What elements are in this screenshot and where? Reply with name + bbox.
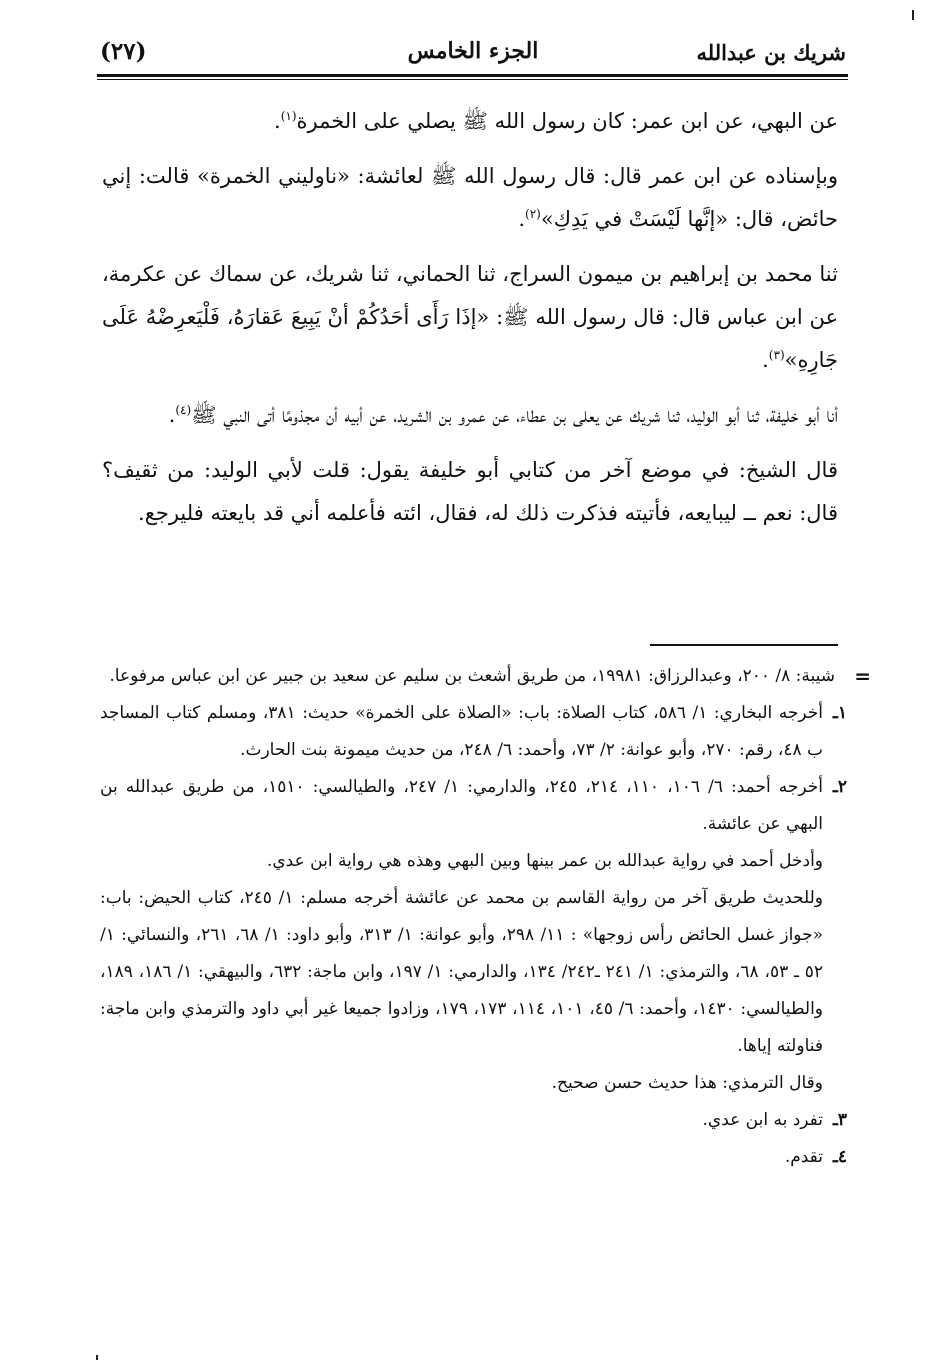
scan-speck [912, 10, 914, 20]
footnote-3 [100, 1102, 845, 1139]
footnote-text: أخرجه أحمد: ٦/ ١٠٦، ١١٠، ٢١٤، ٢٤٥، والدارمي: ١/ ٢٤٧، والطيالسي: ١٥١٠، من طريق عبدالله بن البهي عن عائشة. [100, 777, 824, 834]
paragraph-text: وبإسناده عن ابن عمر قال: قال رسول الله ﷺ لعائشة: «ناوليني الخمرة» قالت: إني حائض، قال: «إنَّها لَيْسَتْ في يَدِكِ» [102, 164, 838, 231]
footnote-text: وقال الترمذي: هذا حديث حسن صحيح. [551, 1073, 823, 1093]
footnote-number: ٢ـ [832, 777, 847, 797]
footnote-continued [100, 658, 871, 695]
paragraph-text: عن البهي، عن ابن عمر: كان رسول الله ﷺ يصلي على الخمرة [296, 109, 838, 133]
footnote-ref: (٣) [768, 348, 785, 362]
footnote-number: ٤ـ [832, 1147, 847, 1167]
paragraph-end: . [274, 109, 281, 133]
paragraph-end: . [168, 403, 176, 427]
running-title: شريك بن عبدالله [696, 40, 846, 65]
header-rule-thin [97, 79, 848, 80]
footnote-text: تقدم. [784, 1147, 823, 1167]
paragraph-end: . [518, 207, 526, 231]
paragraph-text: قال الشيخ: في موضع آخر من كتابي أبو خليفة يقول: قلت لأبي الوليد: من ثقيف؟ قال: نعم ــ ليبايعه، فأتيته فذكرت ذلك له، فقال، ائته فأعلمه أني قد بايعته فليرجع. [102, 458, 838, 525]
footnote-text: شيبة: ٨/ ٢٠٠، وعبدالرزاق: ١٩٩٨١، من طريق أشعث بن سليم عن سعيد بن جبير عن ابن عباس مرفوعا. [109, 666, 835, 686]
paragraph-text: ثنا محمد بن إبراهيم بن ميمون السراج، ثنا الحماني، ثنا شريك، عن سماك عن عكرمة، عن ابن عباس قال: قال رسول الله ﷺ: «إذَا رَأَى أحَدُكُمْ أنْ يَبِيعَ عَقارَهُ، فَلْيَعرِضْهُ عَلَى جَارِهِ» [102, 262, 838, 372]
paragraph-5 [102, 449, 838, 535]
main-text [102, 100, 838, 547]
paragraph-4 [102, 394, 838, 437]
part-title: الجزء الخامس [407, 38, 539, 64]
footnote-number: ١ـ [832, 703, 847, 723]
footnote-2 [100, 769, 845, 1102]
paragraph-2 [102, 155, 838, 241]
footnote-ref: (٤) [175, 403, 192, 417]
footnote-text: أخرجه البخاري: ١/ ٥٨٦، كتاب الصلاة: باب: «الصلاة على الخمرة» حديث: ٣٨١، ومسلم كتاب المساجد ب ٤٨، رقم: ٢٧٠، وأبو عوانة: ٢/ ٧٣، وأحمد: ٦/ ٢٤٨، من حديث ميمونة بنت الحارث. [100, 703, 823, 760]
footnote-divider [650, 644, 838, 646]
page-number: (٢٧) [100, 38, 147, 65]
paragraph-3 [102, 253, 838, 382]
paragraph-end: . [762, 348, 769, 372]
scan-speck [96, 1355, 98, 1360]
paragraph-text: أنا أبو خليفة، ثنا أبو الوليد، ثنا شريك عن يعلى بن عطاء، عن عمرو بن الشريد، عن أبيه أن مجذومًا أتى النبي ﷺ [191, 403, 838, 427]
footnote-ref: (١) [280, 109, 297, 123]
footnote-4 [100, 1139, 845, 1176]
footnotes [100, 658, 871, 1176]
page-header [100, 36, 846, 72]
footnote-text: وللحديث طريق آخر من رواية القاسم بن محمد عن عائشة أخرجه مسلم: ١/ ٢٤٥، كتاب الحيض: باب: «جواز غسل الحائض رأس زوجها» : ١١/ ٢٩٨، وأبو عوانة: ١/ ٣١٣، وأبو داود: ١/ ٦٨، ٢٦١، والنسائي: ١/ ٥٢ ـ ٥٣، ٦٨، والترمذي: ١/ ٢٤١ ـ٢٤٢/ ١٣٤، والدارمي: ١/ ١٩٧، وابن ماجة: ٦٣٢، والبيهقي: ١/ ١٨٦، ١٨٩، والطيالسي: ١٤٣٠، وأحمد: ٦/ ٤٥، ١٠١، ١١٤، ١٧٣، ١٧٩، وزادوا جميعا غير أبي داود والترمذي وابن ماجة: فناولته إياها. [100, 888, 824, 1056]
footnote-text: تفرد به ابن عدي. [702, 1110, 823, 1130]
footnote-ref: (٢) [525, 207, 541, 221]
continuation-mark: = [854, 664, 871, 688]
header-rule [97, 74, 848, 77]
footnote-1 [100, 695, 845, 769]
paragraph-1 [102, 100, 838, 143]
footnote-number: ٣ـ [832, 1110, 847, 1130]
footnote-text: وأدخل أحمد في رواية عبدالله بن عمر بينها وبين البهي وهذه هي رواية ابن عدي. [266, 851, 823, 871]
